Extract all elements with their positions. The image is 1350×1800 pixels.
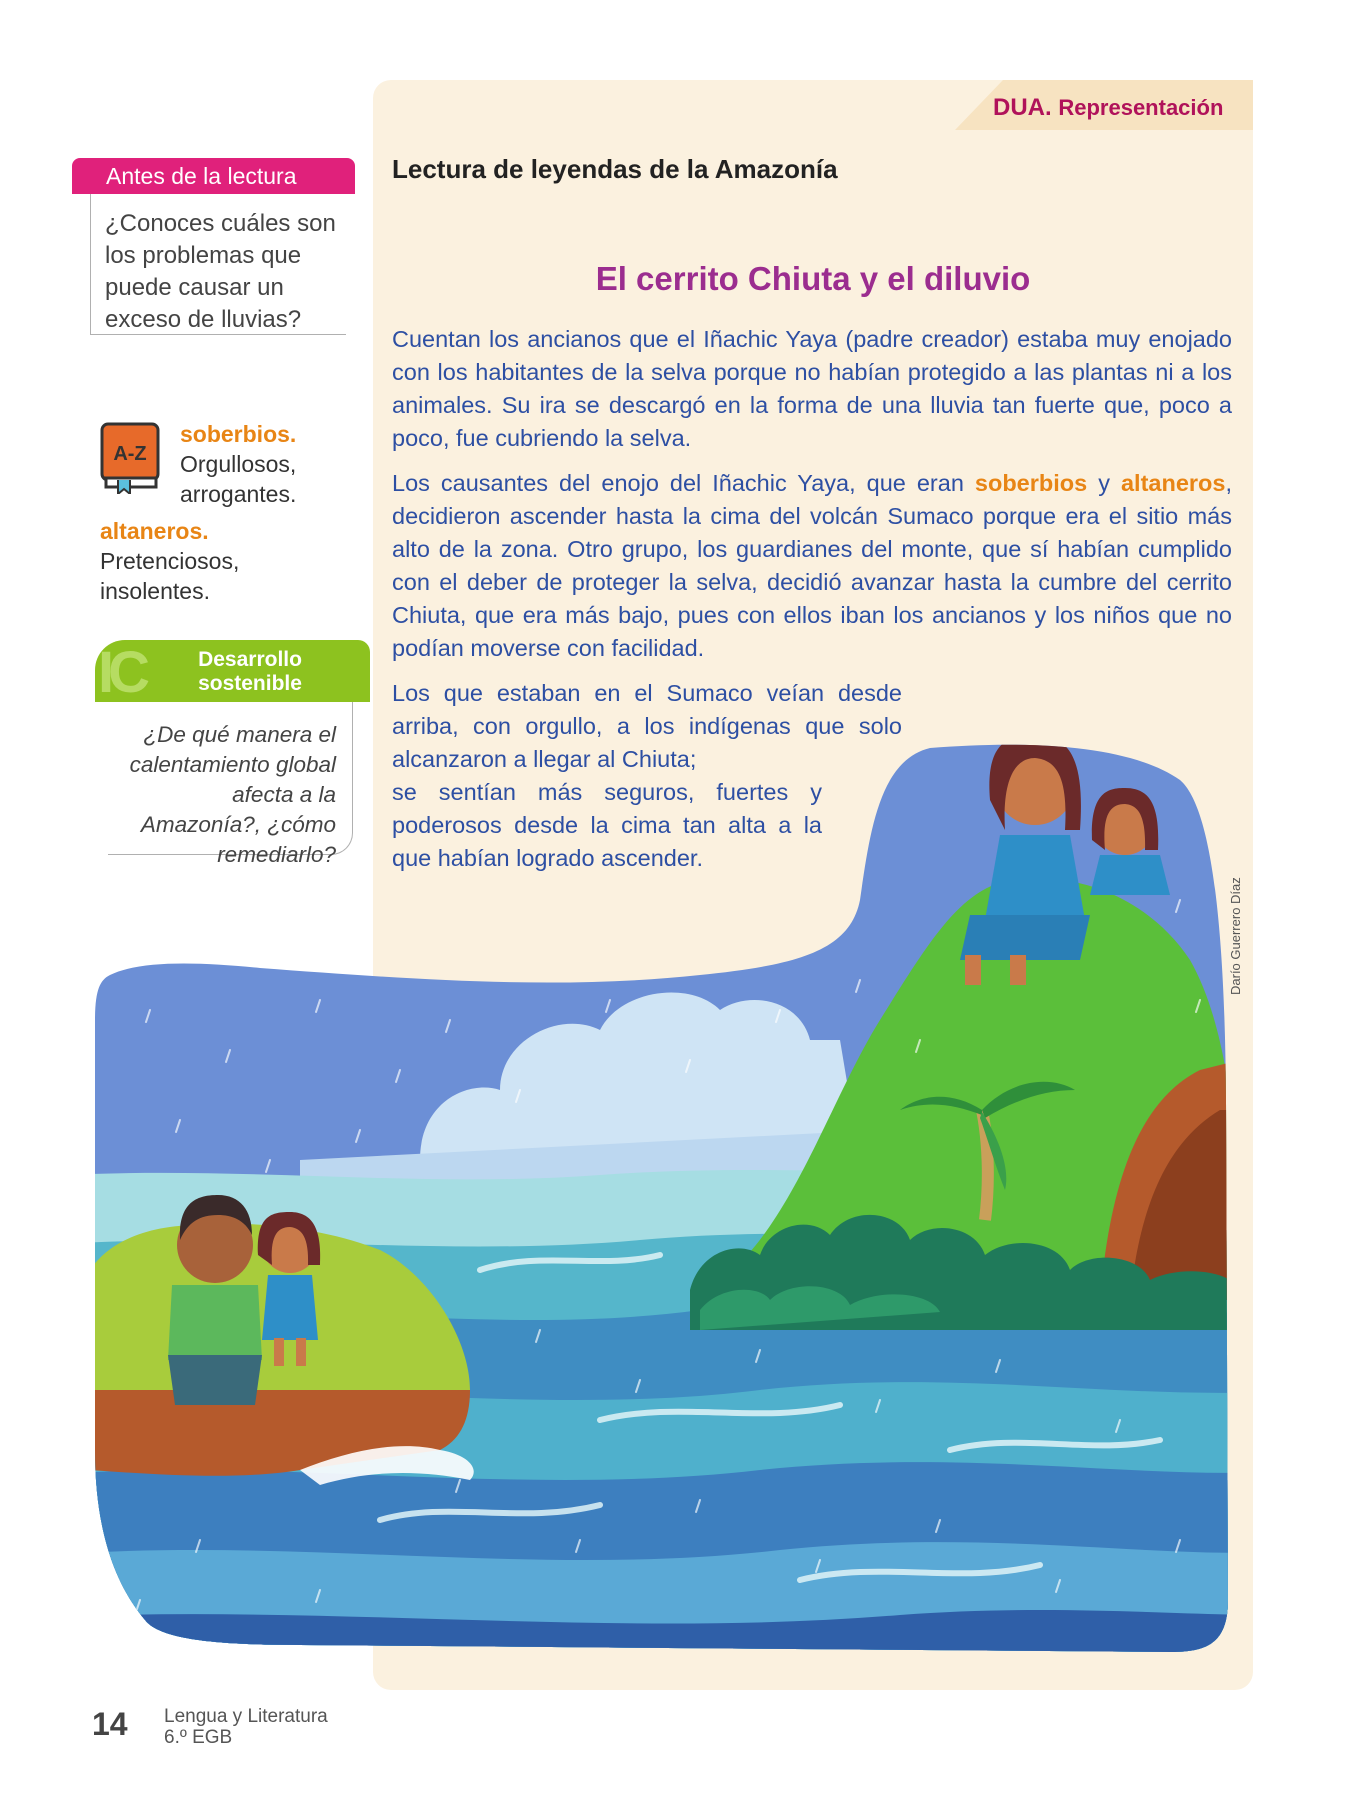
dua-label: DUA. Representación <box>993 94 1224 121</box>
paragraph-3: Los que estaban en el Sumaco veían desde arriba, con orgullo, a los indígenas que solo alcanzaron a llegar al Chiuta; se sentían más seguros, fuertes y poderosos desde la cima tan alta a la que habían logrado ascender. <box>392 680 902 871</box>
antes-de-la-lectura-label: Antes de la lectura <box>106 163 297 189</box>
ds-question: ¿De qué manera el calentamiento global afecta a la Amazonía?, ¿cómo remediarlo? <box>129 722 336 867</box>
footer-subject: Lengua y Literatura <box>164 1706 328 1727</box>
highlight-soberbios: soberbios <box>974 470 1088 496</box>
section-heading: Lectura de leyendas de la Amazonía <box>392 154 838 184</box>
story-title: El cerrito Chiuta y el diluvio <box>595 260 1031 297</box>
paragraph-1: Cuentan los ancianos que el Iñachic Yaya (padre creador) estaba muy enojado con los habitantes de la selva porque no habían protegido a las plantas ni a los animales. Su ira se descargó en la forma de una lluvia tan fuerte que, poco a poco, fue cubriendo la selva. <box>392 326 1232 451</box>
glossary-entry-altaneros: altaneros. Pretenciosos, insolentes. <box>100 518 240 604</box>
page-number: 14 <box>92 1706 128 1742</box>
highlight-altaneros: altaneros <box>1120 470 1226 496</box>
antes-question: ¿Conoces cuáles son los problemas que puede causar un exceso de lluvias? <box>105 210 336 333</box>
footer-grade: 6.º EGB <box>164 1727 233 1748</box>
desarrollo-sostenible-label: Desarrollo sostenible <box>198 648 302 695</box>
glossary-entry-soberbios: soberbios. Orgullosos, arrogantes. <box>180 421 297 507</box>
ds-logo-icon: IC <box>98 640 144 705</box>
svg-text:A-Z: A-Z <box>113 443 147 465</box>
paragraph-2: Los causantes del enojo del Iñachic Yaya, que eran soberbios y altaneros, decidieron ascender hasta la cima del volcán Sumaco porque era el sitio más alto de la zona. Otro grupo, los guardianes del monte, que sí habían cumplido con el deber de proteger la selva, decidió avanzar hasta la cumbre del cerrito Chiuta, que era más bajo, pues con ellos iban los ancianos y los niños que no podían moverse con facilidad. <box>392 470 1233 661</box>
illustration-credit: Darío Guerrero Díaz <box>1228 877 1243 995</box>
